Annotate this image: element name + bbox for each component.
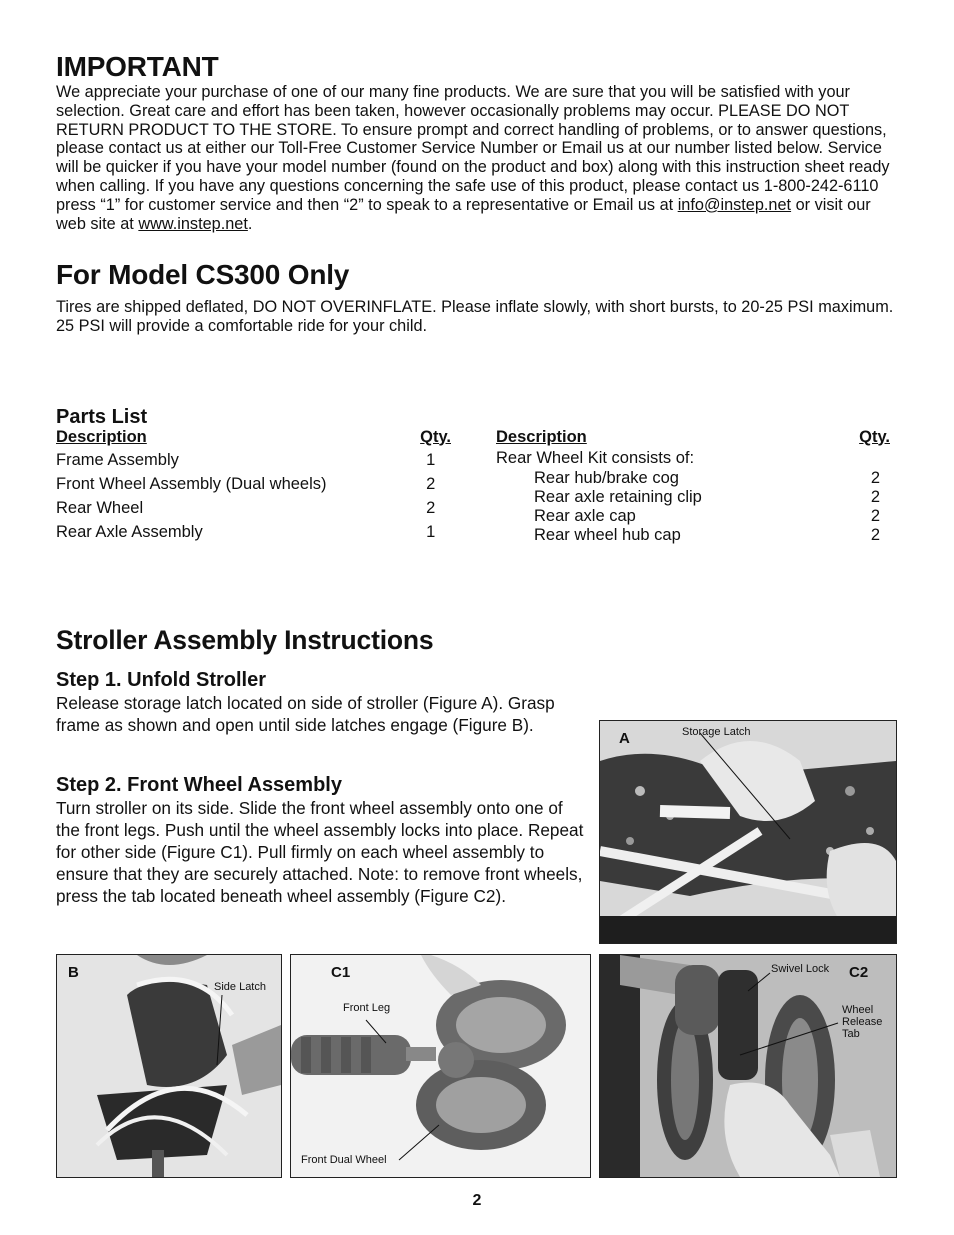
table-row (496, 469, 890, 488)
step1-text: Release storage latch located on side of stroller (Figure A). Grasp frame as shown and open until side latches engage (Figure B). (56, 693, 555, 735)
figure-c1-illustration (291, 955, 590, 1177)
figure-c2-letter: C2 (849, 964, 869, 981)
step1-title: Step 1. Unfold Stroller (56, 669, 267, 691)
callout-storage-latch: Storage Latch (682, 726, 751, 738)
figure-c1-photo (290, 954, 591, 1178)
important-text-1: We appreciate your purchase of one of our many fine products. We are sure that you will be satisfied with your selection. Great care and effort has been taken, however occasionally problems may occur. PLEASE DO NOT RETURN PRODUCT TO THE STORE. To ensure prompt and correct handling of problems, or to answer questions, please contact us at either our Toll-Free Customer Service Number or Email us at our number listed below. Service will be quicker if you have your model number (found on the product and box) along with this instruction sheet ready when calling. If you have any questions concerning the safe use of this product, please contact us 1-800-242-6110 press “1” for customer service and then “2” to speak to a representative or Email us at (56, 83, 890, 214)
model-paragraph: Tires are shipped deflated, DO NOT OVERINFLATE. Please inflate slowly, with short bursts, to 20-25 PSI maximum. 25 PSI will provide a comfortable ride for your child. (56, 298, 894, 335)
table-row (56, 472, 451, 496)
table-row (496, 488, 890, 507)
assembly-heading: Stroller Assembly Instructions (56, 625, 434, 655)
figure-b-photo (56, 954, 282, 1178)
part-description: Rear Axle Assembly (56, 522, 203, 541)
figure-a-photo (599, 720, 897, 944)
part-description: Rear hub/brake cog (534, 469, 679, 487)
important-text-3: . (247, 214, 253, 233)
callout-swivel-lock: Swivel Lock (771, 963, 830, 975)
table-row (496, 526, 890, 545)
callout-wheel-release-tab: Wheel Release Tab (842, 1004, 883, 1040)
parts-list-heading: Parts List (56, 406, 148, 428)
figure-c2-illustration (600, 955, 896, 1177)
important-paragraph (56, 83, 898, 233)
table-row (56, 520, 451, 544)
part-qty: 2 (426, 498, 436, 517)
part-qty: 2 (870, 469, 880, 487)
figure-c2-photo (599, 954, 897, 1178)
website-link[interactable]: www.instep.net (138, 214, 248, 233)
part-qty: 2 (870, 488, 880, 506)
parts-left-description-header: Description (56, 427, 147, 446)
figure-b-letter: B (68, 964, 79, 981)
part-qty: 1 (426, 450, 436, 469)
figure-a-illustration (600, 721, 896, 943)
step2-text: Turn stroller on its side. Slide the front wheel assembly onto one of the front legs. Push until the wheel assembly locks into place. Repeat for other side (Figure C1). Pull firmly on each wheel assembly to ensure that they are securely attached. Note: to remove front wheels, press the tab located beneath wheel assembly (Figure C2). (56, 798, 584, 906)
important-text-2: or visit our web site at (56, 195, 871, 233)
parts-left-qty-header: Qty. (420, 427, 451, 446)
callout-front-dual-wheel: Front Dual Wheel (301, 1154, 387, 1166)
part-description: Rear wheel hub cap (534, 526, 681, 544)
part-qty: 2 (870, 526, 880, 544)
table-row (56, 448, 451, 472)
email-link[interactable]: info@instep.net (677, 195, 792, 214)
important-heading: IMPORTANT (56, 51, 219, 82)
page-number: 2 (472, 1192, 482, 1209)
step2-title: Step 2. Front Wheel Assembly (56, 774, 342, 796)
part-description: Frame Assembly (56, 450, 179, 469)
parts-table-left (56, 426, 451, 544)
part-description: Rear axle cap (534, 507, 636, 525)
table-row (496, 507, 890, 526)
figure-a-letter: A (619, 730, 630, 747)
part-qty: 2 (426, 474, 436, 493)
callout-side-latch: Side Latch (214, 981, 266, 993)
table-row (56, 496, 451, 520)
parts-right-qty-header: Qty. (859, 427, 890, 446)
parts-table-right (496, 426, 890, 545)
parts-right-description-header: Description (496, 427, 587, 446)
rear-wheel-kit-label: Rear Wheel Kit consists of: (496, 449, 695, 467)
part-description: Rear axle retaining clip (534, 488, 702, 506)
figure-c1-letter: C1 (331, 964, 351, 981)
part-qty: 1 (426, 522, 436, 541)
callout-front-leg: Front Leg (343, 1002, 391, 1014)
model-heading: For Model CS300 Only (56, 259, 350, 290)
part-qty: 2 (870, 507, 880, 525)
part-description: Rear Wheel (56, 498, 144, 517)
part-description: Front Wheel Assembly (Dual wheels) (56, 474, 327, 493)
